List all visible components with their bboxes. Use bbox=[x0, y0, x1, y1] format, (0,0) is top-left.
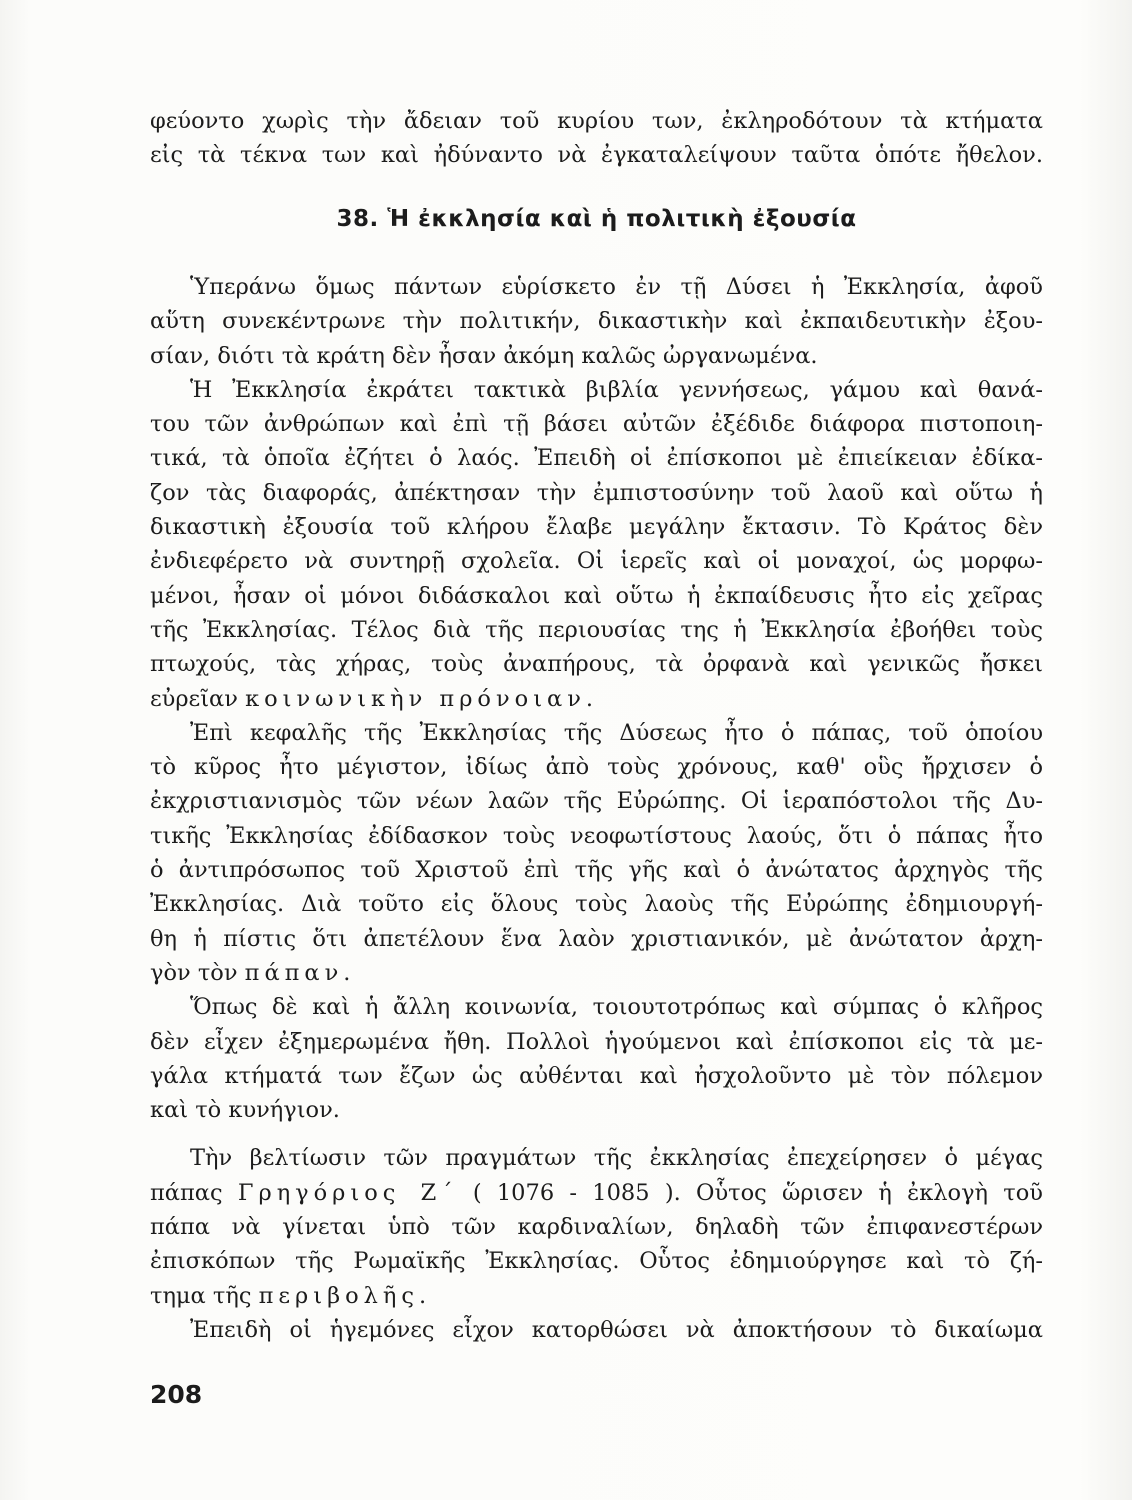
text-line: καὶ τὸ κυνήγιον. bbox=[150, 1097, 340, 1124]
body-text-top bbox=[150, 104, 1043, 173]
text-line: Ἡ Ἐκκλησία ἐκράτει τακτικὰ βιβλία γεννήσεως, γάμου καὶ θανά- bbox=[190, 376, 1043, 403]
text-line: πάπα νὰ γίνεται ὑπὸ τῶν καρδιναλίων, δηλαδὴ τῶν ἐπιφανεστέρων bbox=[150, 1214, 1043, 1241]
spaced-emphasis: περιβολῆς. bbox=[258, 1282, 432, 1309]
spaced-emphasis: πάπαν. bbox=[244, 959, 356, 986]
text-fragment: ( 1076 - 1085 ). Οὗτος ὥρισεν ἡ ἐκλογὴ τοῦ bbox=[472, 1179, 1043, 1206]
text-line: δικαστικὴ ἐξουσία τοῦ κλήρου ἔλαβε μεγάλην ἔκτασιν. Τὸ Κράτος δὲν bbox=[150, 514, 1043, 541]
text-line: Ἐπὶ κεφαλῆς τῆς Ἐκκλησίας τῆς Δύσεως ἦτο ὁ πάπας, τοῦ ὁποίου bbox=[190, 719, 1043, 746]
text-line: τῆς Ἐκκλησίας. Τέλος διὰ τῆς περιουσίας της ἡ Ἐκκλησία ἐβοήθει τοὺς bbox=[150, 616, 1043, 643]
text-line: δὲν εἶχεν ἐξημερωμένα ἤθη. Πολλοὶ ἡγούμενοι καὶ ἐπίσκοποι εἰς τὰ με- bbox=[150, 1028, 1043, 1055]
text-line: Τὴν βελτίωσιν τῶν πραγμάτων τῆς ἐκκλησίας ἐπεχείρησεν ὁ μέγας bbox=[190, 1145, 1043, 1172]
section-heading: 38. Ἡ ἐκκλησία καὶ ἡ πολιτικὴ ἐξουσία bbox=[336, 206, 857, 232]
text-fragment: πάπας bbox=[150, 1179, 223, 1206]
text-line: σίαν, διότι τὰ κράτη δὲν ἦσαν ἀκόμη καλῶς ὠργανωμένα. bbox=[150, 342, 818, 369]
text-line: ἐπισκόπων τῆς Ρωμαϊκῆς Ἐκκλησίας. Οὗτος ἐδημιούργησε καὶ τὸ ζή- bbox=[150, 1248, 1043, 1275]
text-line: ζον τὰς διαφοράς, ἀπέκτησαν τὴν ἐμπιστοσύνην τοῦ λαοῦ καὶ οὕτω ἡ bbox=[150, 479, 1043, 506]
text-line: του τῶν ἀνθρώπων καὶ ἐπὶ τῇ βάσει αὐτῶν ἐξέδιδε διάφορα πιστοποιη- bbox=[150, 411, 1043, 438]
text-line bbox=[150, 1279, 1043, 1313]
text-line: Ὑπεράνω ὅμως πάντων εὑρίσκετο ἐν τῇ Δύσει ἡ Ἐκκλησία, ἀφοῦ bbox=[190, 274, 1043, 300]
text-line: αὕτη συνεκέντρωνε τὴν πολιτικήν, δικαστικὴν καὶ ἐκπαιδευτικὴν ἐξου- bbox=[150, 308, 1043, 335]
text-line: θη ἡ πίστις ὅτι ἀπετέλουν ἕνα λαὸν χριστιανικόν, μὲ ἀνώτατον ἀρχη- bbox=[150, 925, 1043, 952]
spaced-emphasis: Γρηγόριος Ζ΄ bbox=[237, 1179, 458, 1206]
text-line: Ὅπως δὲ καὶ ἡ ἄλλη κοινωνία, τοιουτοτρόπως καὶ σύμπας ὁ κλῆρος bbox=[190, 994, 1043, 1021]
text-line: Ἐπειδὴ οἱ ἡγεμόνες εἶχον κατορθώσει νὰ ἀποκτήσουν τὸ δικαίωμα bbox=[190, 1316, 1043, 1343]
text-fragment: εὐρεῖαν bbox=[150, 685, 238, 712]
body-text-main bbox=[150, 270, 1043, 1347]
text-line: μένοι, ἦσαν οἱ μόνοι διδάσκαλοι καὶ οὕτω ἡ ἐκπαίδευσις ἦτο εἰς χεῖρας bbox=[150, 582, 1043, 609]
text-line: εἰς τὰ τέκνα των καὶ ἠδύναντο νὰ ἐγκαταλείψουν ταῦτα ὁπότε ἤθελον. bbox=[150, 142, 1043, 169]
spaced-emphasis: κοινωνικὴν πρόνοιαν. bbox=[245, 685, 599, 712]
text-line: τὸ κῦρος ἦτο μέγιστον, ἰδίως ἀπὸ τοὺς χρόνους, καθ' οὓς ἤρχισεν ὁ bbox=[150, 754, 1043, 781]
text-line: ἐνδιεφέρετο νὰ συντηρῇ σχολεῖα. Οἱ ἱερεῖς καὶ οἱ μοναχοί, ὡς μορφω- bbox=[150, 548, 1043, 575]
text-line: ἐκχριστιανισμὸς τῶν νέων λαῶν τῆς Εὐρώπης. Οἱ ἱεραπόστολοι τῆς Δυ- bbox=[150, 788, 1043, 815]
text-line bbox=[150, 682, 1043, 716]
text-line: γάλα κτήματά των ἔζων ὡς αὐθένται καὶ ἠσχολοῦντο μὲ τὸν πόλεμον bbox=[150, 1062, 1043, 1089]
text-line: τικά, τὰ ὁποῖα ἐζήτει ὁ λαός. Ἐπειδὴ οἱ ἐπίσκοποι μὲ ἐπιείκειαν ἐδίκα- bbox=[150, 445, 1043, 472]
text-fragment: τημα τῆς bbox=[150, 1282, 252, 1309]
text-line bbox=[150, 956, 1043, 990]
text-fragment: γὸν τὸν bbox=[150, 959, 238, 986]
text-line: φεύοντο χωρὶς τὴν ἄδειαν τοῦ κυρίου των, ἐκληροδότουν τὰ κτήματα bbox=[150, 108, 1043, 134]
text-line bbox=[150, 1176, 1043, 1210]
text-line: τικῆς Ἐκκλησίας ἐδίδασκον τοὺς νεοφωτίστους λαούς, ὅτι ὁ πάπας ἦτο bbox=[150, 822, 1043, 849]
text-line: πτωχούς, τὰς χήρας, τοὺς ἀναπήρους, τὰ ὀρφανὰ καὶ γενικῶς ἤσκει bbox=[150, 651, 1043, 678]
text-line: Ἐκκλησίας. Διὰ τοῦτο εἰς ὅλους τοὺς λαοὺς τῆς Εὐρώπης ἐδημιουργή- bbox=[150, 891, 1043, 918]
page-number: 208 bbox=[150, 1380, 203, 1409]
text-line: ὁ ἀντιπρόσωπος τοῦ Χριστοῦ ἐπὶ τῆς γῆς καὶ ὁ ἀνώτατος ἀρχηγὸς τῆς bbox=[150, 857, 1043, 884]
